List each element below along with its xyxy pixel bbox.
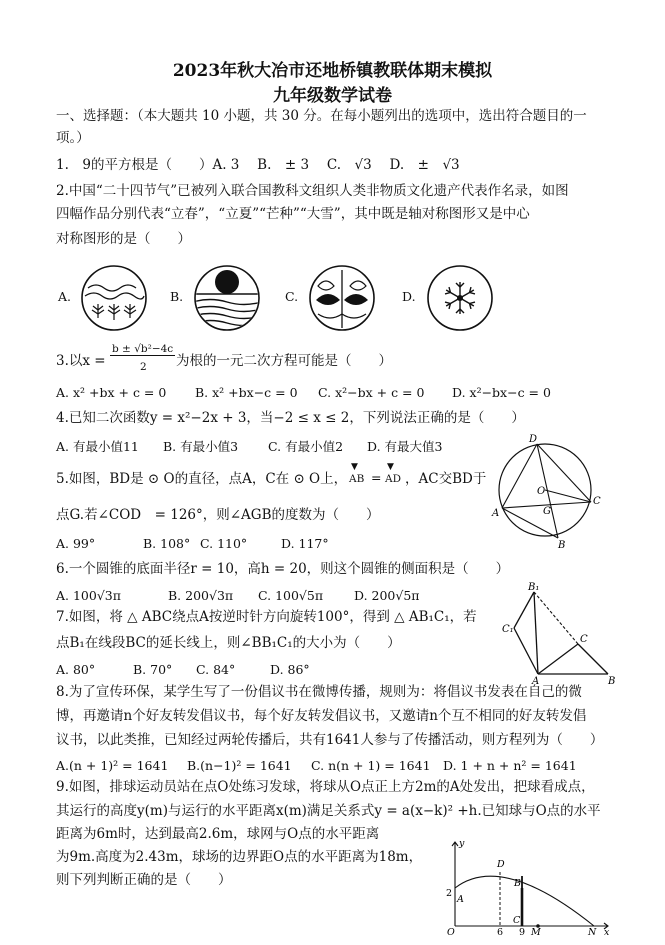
q9-label-c: C xyxy=(513,915,521,926)
q9-label-9: 9 xyxy=(519,927,526,938)
q4-stem: 4.已知二次函数y = x²−2x + 3，当−2 ≤ x ≤ 2，下列说法正确的是（ ） xyxy=(56,410,525,426)
q8-option-c: C. n(n + 1) = 1641 xyxy=(311,758,431,773)
q9-label-o: O xyxy=(447,927,455,938)
q5-equals: = xyxy=(371,470,382,485)
q7-label-c1: C₁ xyxy=(502,624,514,635)
mangzhong-figure xyxy=(308,264,376,332)
q3-option-a: A. x² +bx + c = 0 xyxy=(56,385,167,400)
q3-option-b: B. x² +bx−c = 0 xyxy=(195,385,298,400)
q8-line3: 议书，以此类推，已知经过两轮传播后，共有1641人参与了传播活动，则方程列为（ ） xyxy=(56,732,604,748)
q7-label-a: A xyxy=(532,676,540,684)
q4-option-d: D. 有最大值3 xyxy=(367,439,443,454)
q5-label-g: G xyxy=(543,506,551,517)
q5-line2: 点G.若∠COD = 126°，则∠AGB的度数为（ ） xyxy=(56,507,380,523)
q7-line2: 点B₁在线段BC的延长线上，则∠BB₁C₁的大小为（ ） xyxy=(56,635,401,651)
daxue-figure xyxy=(426,264,494,332)
q5-arc-ab-mark: ▼ xyxy=(351,462,358,472)
q4-option-b: B. 有最小值3 xyxy=(163,439,239,454)
q8-line1: 8.为了宣传环保，某学生写了一份倡议书在微博传播，规则为：将倡议书发表在自己的微 xyxy=(56,684,582,700)
q6-option-a: A. 100√3π xyxy=(56,588,121,603)
q5-label-o: O xyxy=(537,486,546,497)
q5-circle-figure xyxy=(488,428,606,552)
q6-option-b: B. 200√3π xyxy=(168,588,234,603)
q9-label-6: 6 xyxy=(497,927,504,938)
q5-arc-ad: AD xyxy=(385,473,402,485)
q2-label-b: B. xyxy=(170,289,184,304)
exam-title-line1: 2023年秋大冶市还地桥镇教联体期末模拟 xyxy=(172,61,493,81)
q9-label-a: A xyxy=(457,894,464,905)
q2-line1: 2.中国“二十四节气”已被列入联合国教科文组织人类非物质文化遗产代表作名录，如图 xyxy=(56,183,569,199)
q3-denominator: 2 xyxy=(140,361,147,373)
q5-option-d: D. 117° xyxy=(281,536,329,551)
q2-label-d: D. xyxy=(402,289,416,304)
q9-line5: 则下列判断正确的是（ ） xyxy=(56,872,232,888)
q4-option-a: A. 有最小值11 xyxy=(56,439,139,454)
q5-option-b: B. 108° xyxy=(143,536,191,551)
q9-label-n: N xyxy=(588,927,597,938)
q3-prefix: 3.以x = xyxy=(56,353,106,369)
q7-label-b1: B₁ xyxy=(528,582,540,593)
q3-option-c: C. x²−bx + c = 0 xyxy=(318,385,425,400)
q8-option-b: B.(n−1)² = 1641 xyxy=(187,758,292,773)
q5-option-c: C. 110° xyxy=(200,536,248,551)
q7-rotation-figure xyxy=(500,580,618,684)
exam-title-line2: 九年级数学试卷 xyxy=(273,86,392,106)
q2-label-a: A. xyxy=(58,289,72,304)
q5-label-c: C xyxy=(593,496,601,507)
q5-arc-ab: AB xyxy=(349,473,365,485)
section1-line1: 一、选择题：（本大题共 10 小题，共 30 分。在每小题列出的选项中，选出符合题目的一 xyxy=(56,108,587,124)
q9-line3: 距离为6m时，达到最高2.6m，球网与O点的水平距离 xyxy=(56,826,380,842)
q2-line2: 四幅作品分别代表“立春”，“立夏”“芒种”“大雪”，其中既是轴对称图形又是中心 xyxy=(56,206,530,222)
q7-option-d: D. 86° xyxy=(270,662,310,677)
q3-numerator: b ± √b²−4c xyxy=(112,343,174,355)
q8-option-a: A.(n + 1)² = 1641 xyxy=(56,758,169,773)
q7-option-a: A. 80° xyxy=(56,662,96,677)
q7-option-b: B. 70° xyxy=(133,662,173,677)
q5-stem-b: ，AC交BD于 xyxy=(405,471,487,487)
q9-label-2: 2 xyxy=(446,888,453,899)
q5-label-b: B xyxy=(558,540,566,551)
q9-line1: 9.如图，排球运动员站在点O处练习发球，将球从O点正上方2m的A处发出，把球看成点， xyxy=(56,779,595,795)
q9-label-m: M xyxy=(531,927,541,938)
q6-option-c: C. 100√5π xyxy=(258,588,324,603)
q9-label-d: D xyxy=(497,859,505,870)
q9-label-x: x xyxy=(604,927,610,938)
q6-option-d: D. 200√5π xyxy=(354,588,420,603)
section1-line2: 项。） xyxy=(56,130,90,146)
q5-label-a: A xyxy=(492,508,500,519)
q7-label-b: B xyxy=(608,676,616,684)
q9-label-y: y xyxy=(459,838,465,849)
q1-stem: 1. 9的平方根是（ ）A. 3 B. ± 3 C. √3 D. ± √3 xyxy=(56,157,460,173)
q3-suffix: 为根的一元二次方程可能是（ ） xyxy=(176,353,392,369)
q5-label-d: D xyxy=(529,434,538,445)
q4-option-c: C. 有最小值2 xyxy=(268,439,344,454)
q9-trajectory-figure xyxy=(440,836,615,938)
q9-line2: 其运行的高度y(m)与运行的水平距离x(m)满足关系式y = a(x−k)² +h.已知球与O点的水平 xyxy=(56,803,601,819)
q8-option-d: D. 1 + n + n² = 1641 xyxy=(443,758,577,773)
q2-line3: 对称图形的是（ ） xyxy=(56,231,191,247)
q6-stem: 6.一个圆锥的底面半径r = 10，高h = 20，则这个圆锥的侧面积是（ ） xyxy=(56,561,510,577)
q3-option-d: D. x²−bx−c = 0 xyxy=(452,385,551,400)
q7-label-c: C xyxy=(580,634,588,645)
q5-stem-a: 5.如图，BD是 ⊙ O的直径，点A，C在 ⊙ O上， xyxy=(56,471,348,487)
q8-line2: 博，再邀请n个好友转发倡议书，每个好友转发倡议书，又邀请n个互不相同的好友转发倡 xyxy=(56,708,587,724)
q5-option-a: A. 99° xyxy=(56,536,96,551)
q9-label-b: B xyxy=(514,878,521,889)
q5-arc-ad-mark: ▼ xyxy=(387,462,394,472)
q9-line4: 为9m.高度为2.43m，球场的边界距O点的水平距离为18m， xyxy=(56,849,423,865)
q7-line1: 7.如图，将 △ ABC绕点A按逆时针方向旋转100°，得到 △ AB₁C₁，若 xyxy=(56,609,477,625)
lichun-figure xyxy=(80,264,148,332)
q7-option-c: C. 84° xyxy=(196,662,236,677)
q2-label-c: C. xyxy=(285,289,299,304)
lixia-figure xyxy=(193,264,261,332)
